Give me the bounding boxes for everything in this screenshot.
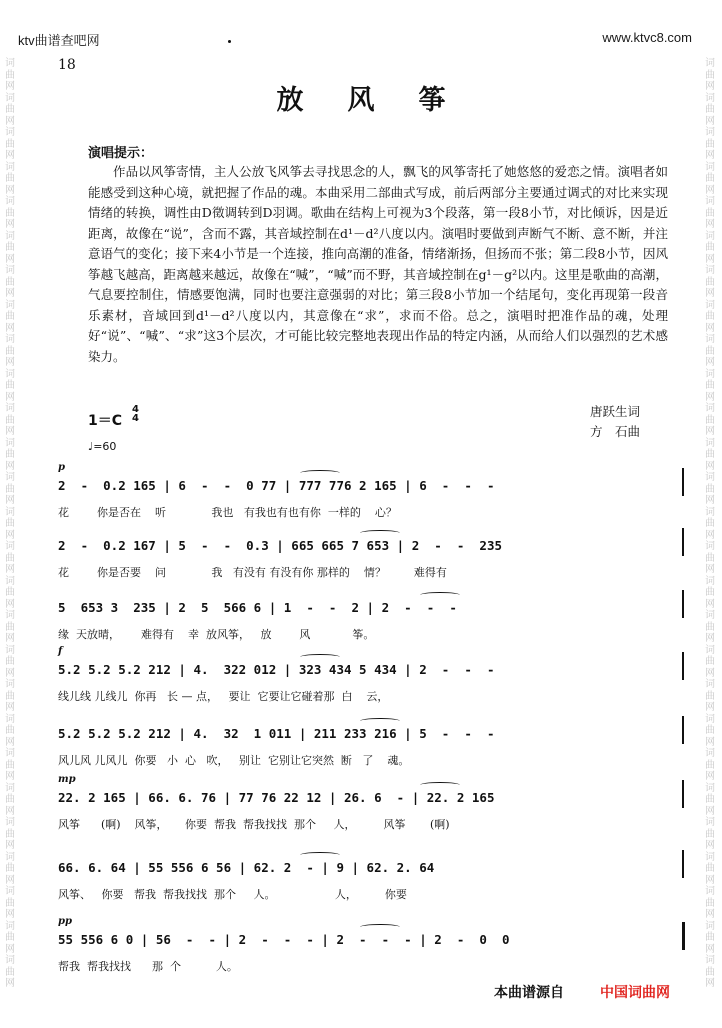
watermark-char: 网 — [5, 874, 15, 886]
lyricist-credit: 唐跃生词 — [590, 404, 641, 419]
watermark-char: 网 — [705, 633, 715, 644]
watermark-char: 网 — [5, 322, 15, 334]
watermark-char: 曲 — [5, 414, 15, 426]
watermark-char: 网 — [5, 391, 15, 403]
watermark-char: 网 — [5, 184, 15, 196]
watermark-char: 网 — [5, 253, 15, 265]
watermark-char: 词 — [705, 541, 715, 552]
watermark-char: 词 — [5, 713, 15, 725]
watermark-char: 网 — [5, 771, 15, 782]
meter-top: 4 — [132, 404, 139, 415]
site-url-right[interactable]: www.ktvc8.com — [602, 30, 692, 45]
watermark-char: 词 — [5, 506, 15, 518]
dynamic-mark: p — [58, 462, 65, 473]
watermark-char: 网 — [705, 288, 715, 299]
watermark-char: 曲 — [5, 207, 15, 219]
watermark-char: 词 — [705, 265, 715, 276]
watermark-char: 词 — [5, 368, 15, 380]
watermark-char: 曲 — [705, 587, 715, 598]
watermark-char: 词 — [5, 851, 15, 863]
watermark-char: 词 — [5, 161, 15, 173]
watermark-char: 词 — [5, 299, 15, 311]
watermark-char: 曲 — [5, 897, 15, 909]
watermark-char: 词 — [705, 334, 715, 345]
watermark-char: 词 — [5, 782, 15, 794]
ink-dot — [228, 40, 231, 43]
watermark-char: 曲 — [5, 794, 15, 805]
watermark-char: 词 — [5, 575, 15, 587]
lyrics-line: 风筝 (啊) 风筝， 你要 帮我 帮我找找 那个 人， 风筝 (啊) — [58, 818, 450, 831]
watermark-char: 网 — [705, 184, 715, 196]
time-signature — [132, 405, 139, 423]
watermark-char: 网 — [5, 357, 15, 368]
watermark-char: 曲 — [705, 552, 715, 564]
dynamic-mark: pp — [58, 916, 72, 927]
watermark-char: 曲 — [705, 380, 715, 391]
watermark-char: 曲 — [705, 621, 715, 633]
watermark-char: 曲 — [705, 276, 715, 288]
watermark-char: 网 — [705, 978, 715, 989]
watermark-char: 曲 — [5, 656, 15, 667]
watermark-char: 曲 — [5, 276, 15, 288]
watermark-char: 网 — [5, 81, 15, 92]
watermark-char: 网 — [705, 805, 715, 817]
watermark-char: 曲 — [705, 207, 715, 219]
watermark-char: 曲 — [5, 828, 15, 840]
lyrics-line: 风筝、 你要 帮我 帮我找找 那个 人。 人， 你要 — [58, 888, 407, 901]
watermark-char: 曲 — [5, 621, 15, 633]
watermark-char: 曲 — [705, 449, 715, 460]
watermark-char: 曲 — [705, 932, 715, 943]
watermark-char: 曲 — [705, 138, 715, 150]
watermark-char: 网 — [705, 253, 715, 265]
watermark-char: 曲 — [5, 173, 15, 184]
watermark-char: 网 — [5, 150, 15, 161]
watermark-char: 曲 — [5, 104, 15, 115]
watermark-char: 词 — [5, 748, 15, 759]
end-barline — [682, 528, 684, 556]
watermark-char: 曲 — [705, 69, 715, 81]
watermark-char: 词 — [705, 713, 715, 725]
watermark-char: 词 — [705, 748, 715, 759]
watermark-char: 词 — [705, 679, 715, 690]
watermark-char: 曲 — [705, 173, 715, 184]
hint-heading: 演唱提示： — [88, 146, 154, 161]
watermark-char: 词 — [705, 196, 715, 207]
watermark-char: 网 — [5, 426, 15, 437]
watermark-char: 词 — [705, 368, 715, 380]
dynamic-mark: mp — [58, 774, 76, 785]
watermark-right — [704, 58, 716, 990]
slur-mark — [360, 530, 400, 536]
end-barline — [682, 652, 684, 680]
watermark-char: 词 — [705, 403, 715, 414]
notation-line: 2 - 0.2 167 | 5 - - 0.3 | 665 665 7 653 | 2 - - 235 — [58, 538, 503, 553]
watermark-char: 网 — [705, 81, 715, 92]
watermark-char: 曲 — [5, 449, 15, 460]
watermark-char: 网 — [5, 702, 15, 713]
watermark-char: 曲 — [5, 380, 15, 391]
end-barline — [682, 468, 684, 496]
end-barline — [682, 780, 684, 808]
watermark-char: 曲 — [5, 932, 15, 943]
watermark-char: 词 — [705, 92, 715, 104]
watermark-char: 词 — [705, 782, 715, 794]
watermark-char: 词 — [5, 886, 15, 897]
watermark-char: 网 — [705, 874, 715, 886]
lyrics-line: 线儿线 儿线儿 你再 长 — 点， 要让 它要让它碰着那 白 云， — [58, 690, 389, 703]
lyrics-line: 风儿风 儿风儿 你要 小 心 吹， 别让 它别让它突然 断 了 魂。 — [58, 754, 410, 767]
watermark-char: 曲 — [705, 311, 715, 322]
watermark-char: 曲 — [705, 725, 715, 736]
watermark-char: 曲 — [705, 345, 715, 357]
watermark-char: 词 — [705, 230, 715, 242]
watermark-char: 网 — [5, 495, 15, 506]
lyrics-line: 花 你是否在 听 我也 有我也有也有你 一样的 心？ — [58, 506, 397, 519]
watermark-char: 曲 — [705, 104, 715, 115]
watermark-char: 网 — [705, 840, 715, 851]
slur-mark — [360, 718, 400, 724]
site-name-left: ktv曲谱查吧网 — [18, 33, 100, 48]
slur-mark — [360, 924, 400, 930]
lyrics-line: 帮我 帮我找找 那 个 人。 — [58, 960, 238, 973]
watermark-char: 曲 — [705, 690, 715, 702]
watermark-char: 词 — [5, 265, 15, 276]
watermark-char: 网 — [5, 667, 15, 679]
performance-notes: 作品以风筝寄情，主人公放飞风筝去寻找思念的人，飘飞的风筝寄托了她悠悠的爱恋之情。演唱者如能感受到这种心境，就把握了作品的魂。本曲采用二部曲式写成，前后两部分主要通过调式的对比来实现情绪的转换，调性由D徵调转到D羽调。歌曲在结构上可视为3个段落，第一段8小节，对比倾诉，因是近距离，故像在“说”，含而不露，其音域控制在d¹－d²八度以内。演唱时要做到声断气不断、意不断，并注意语气的变化；接下来4小节是一个连接，推向高潮的准备，情绪渐扬，但扬而不张；第二段8小节，因风筝越飞越高，距离越来越远，故像在“喊”，“喊”而不野，其音域控制在g¹－g²以内。这里是歌曲的高潮，气息要控制住，情感要饱满，同时也要注意强弱的对比；第三段8小节加一个结尾句，变化再现第一段音乐素材，音域回到d¹－d²八度以内，其意像在“求”，求而不俗。总之，演唱时把准作品的魂，处理好“说”、“喊”、“求”这3个层次，才可能比较完整地表现出作品的特定内涵，从而给人们以强烈的艺术感染力。 — [88, 164, 668, 364]
watermark-char: 网 — [5, 529, 15, 541]
notation-line: 2 - 0.2 165 | 6 - - 0 77 | 777 776 2 165 | 6 - - - — [58, 478, 495, 493]
lyrics-line: 花 你是否要 问 我 有没有 有没有你 那样的 情？ 难得有 — [58, 566, 447, 579]
watermark-char: 曲 — [5, 242, 15, 253]
watermark-char: 网 — [705, 943, 715, 955]
watermark-char: 曲 — [5, 863, 15, 874]
watermark-char: 词 — [705, 472, 715, 483]
watermark-char: 网 — [705, 115, 715, 127]
slur-mark — [420, 782, 460, 788]
end-barline — [682, 850, 684, 878]
watermark-char: 网 — [5, 598, 15, 610]
watermark-char: 词 — [705, 955, 715, 966]
watermark-char: 网 — [705, 529, 715, 541]
watermark-char: 曲 — [705, 897, 715, 909]
watermark-char: 词 — [705, 817, 715, 828]
watermark-char: 网 — [705, 667, 715, 679]
watermark-char: 词 — [705, 920, 715, 932]
watermark-char: 曲 — [705, 863, 715, 874]
watermark-char: 网 — [5, 943, 15, 955]
watermark-char: 词 — [705, 506, 715, 518]
watermark-char: 曲 — [5, 345, 15, 357]
watermark-char: 网 — [705, 150, 715, 161]
page-number: 18 — [58, 57, 76, 73]
watermark-char: 词 — [5, 403, 15, 414]
notation-line: 5 653 3 235 | 2 5 566 6 | 1 - - 2 | 2 - - - — [58, 600, 457, 615]
watermark-char: 曲 — [705, 483, 715, 495]
watermark-char: 曲 — [705, 414, 715, 426]
watermark-char: 曲 — [5, 552, 15, 564]
watermark-char: 词 — [5, 541, 15, 552]
watermark-char: 词 — [5, 920, 15, 932]
watermark-char: 网 — [705, 736, 715, 748]
tempo-mark: ♩=60 — [88, 440, 117, 453]
watermark-char: 词 — [705, 299, 715, 311]
source-label: 本曲谱源自 — [494, 985, 564, 1001]
watermark-char: 词 — [705, 851, 715, 863]
watermark-char: 网 — [5, 219, 15, 230]
watermark-char: 网 — [5, 909, 15, 920]
notation-line: 5.2 5.2 5.2 212 | 4. 32 1 011 | 211 233 216 | 5 - - - — [58, 726, 495, 741]
watermark-char: 曲 — [5, 587, 15, 598]
end-barline — [682, 716, 684, 744]
watermark-char: 词 — [5, 644, 15, 656]
watermark-char: 网 — [705, 460, 715, 472]
watermark-char: 词 — [5, 472, 15, 483]
watermark-char: 词 — [5, 58, 15, 69]
slur-mark — [300, 654, 340, 660]
watermark-char: 曲 — [5, 690, 15, 702]
watermark-char: 词 — [705, 610, 715, 621]
watermark-char: 曲 — [5, 725, 15, 736]
watermark-char: 词 — [705, 575, 715, 587]
watermark-char: 网 — [705, 771, 715, 782]
watermark-char: 词 — [705, 127, 715, 138]
song-title: 放风筝 — [276, 85, 490, 116]
watermark-char: 网 — [5, 840, 15, 851]
watermark-char: 曲 — [5, 518, 15, 529]
watermark-char: 网 — [5, 564, 15, 575]
watermark-char: 曲 — [5, 966, 15, 978]
watermark-char: 网 — [705, 702, 715, 713]
watermark-char: 曲 — [5, 483, 15, 495]
watermark-char: 网 — [5, 115, 15, 127]
watermark-char: 词 — [5, 437, 15, 449]
watermark-char: 网 — [5, 736, 15, 748]
watermark-char: 网 — [705, 909, 715, 920]
source-site-name[interactable]: 中国词曲网 — [600, 985, 670, 1001]
notation-line: 22. 2 165 | 66. 6. 76 | 77 76 22 12 | 26. 6 - | 22. 2 165 — [58, 790, 495, 805]
watermark-char: 网 — [5, 633, 15, 644]
watermark-char: 曲 — [5, 759, 15, 771]
watermark-char: 词 — [5, 196, 15, 207]
watermark-char: 词 — [5, 127, 15, 138]
watermark-char: 曲 — [705, 966, 715, 978]
watermark-char: 词 — [5, 955, 15, 966]
composer-credit: 方 石曲 — [590, 424, 641, 439]
watermark-char: 词 — [705, 886, 715, 897]
watermark-char: 词 — [705, 161, 715, 173]
watermark-char: 网 — [705, 322, 715, 334]
end-barline — [682, 922, 685, 950]
watermark-char: 词 — [705, 58, 715, 69]
watermark-char: 网 — [5, 978, 15, 989]
watermark-char: 网 — [705, 495, 715, 506]
watermark-char: 曲 — [705, 794, 715, 805]
slur-mark — [300, 852, 340, 858]
watermark-char: 曲 — [705, 759, 715, 771]
watermark-char: 词 — [5, 610, 15, 621]
notation-line: 55 556 6 0 | 56 - - | 2 - - - | 2 - - - | 2 - 0 0 — [58, 932, 510, 947]
watermark-char: 网 — [705, 564, 715, 575]
end-barline — [682, 590, 684, 618]
watermark-char: 网 — [5, 460, 15, 472]
slur-mark — [420, 592, 460, 598]
watermark-char: 网 — [5, 805, 15, 817]
watermark-char: 词 — [5, 230, 15, 242]
lyrics-line: 缘 天放晴， 难得有 幸 放风筝， 放 风 筝。 — [58, 628, 375, 641]
watermark-char: 网 — [705, 357, 715, 368]
watermark-char: 词 — [5, 334, 15, 345]
key-signature: 1＝C — [88, 413, 123, 429]
watermark-char: 词 — [705, 644, 715, 656]
notation-line: 66. 6. 64 | 55 556 6 56 | 62. 2 - | 9 | 62. 2. 64 — [58, 860, 435, 875]
watermark-char: 网 — [705, 598, 715, 610]
watermark-char: 曲 — [705, 656, 715, 667]
watermark-char: 曲 — [705, 518, 715, 529]
watermark-char: 网 — [705, 219, 715, 230]
watermark-char: 网 — [705, 426, 715, 437]
watermark-char: 词 — [5, 817, 15, 828]
dynamic-mark: f — [58, 646, 63, 657]
watermark-char: 词 — [5, 92, 15, 104]
watermark-char: 曲 — [705, 828, 715, 840]
watermark-char: 曲 — [5, 69, 15, 81]
watermark-char: 网 — [5, 288, 15, 299]
watermark-char: 词 — [705, 437, 715, 449]
watermark-char: 曲 — [5, 138, 15, 150]
slur-mark — [300, 470, 340, 476]
meter-bottom: 4 — [132, 413, 139, 424]
watermark-char: 网 — [705, 391, 715, 403]
watermark-char: 词 — [5, 679, 15, 690]
watermark-left — [4, 58, 16, 990]
watermark-char: 曲 — [705, 242, 715, 253]
notation-line: 5.2 5.2 5.2 212 | 4. 322 012 | 323 434 5 434 | 2 - - - — [58, 662, 495, 677]
watermark-char: 曲 — [5, 311, 15, 322]
